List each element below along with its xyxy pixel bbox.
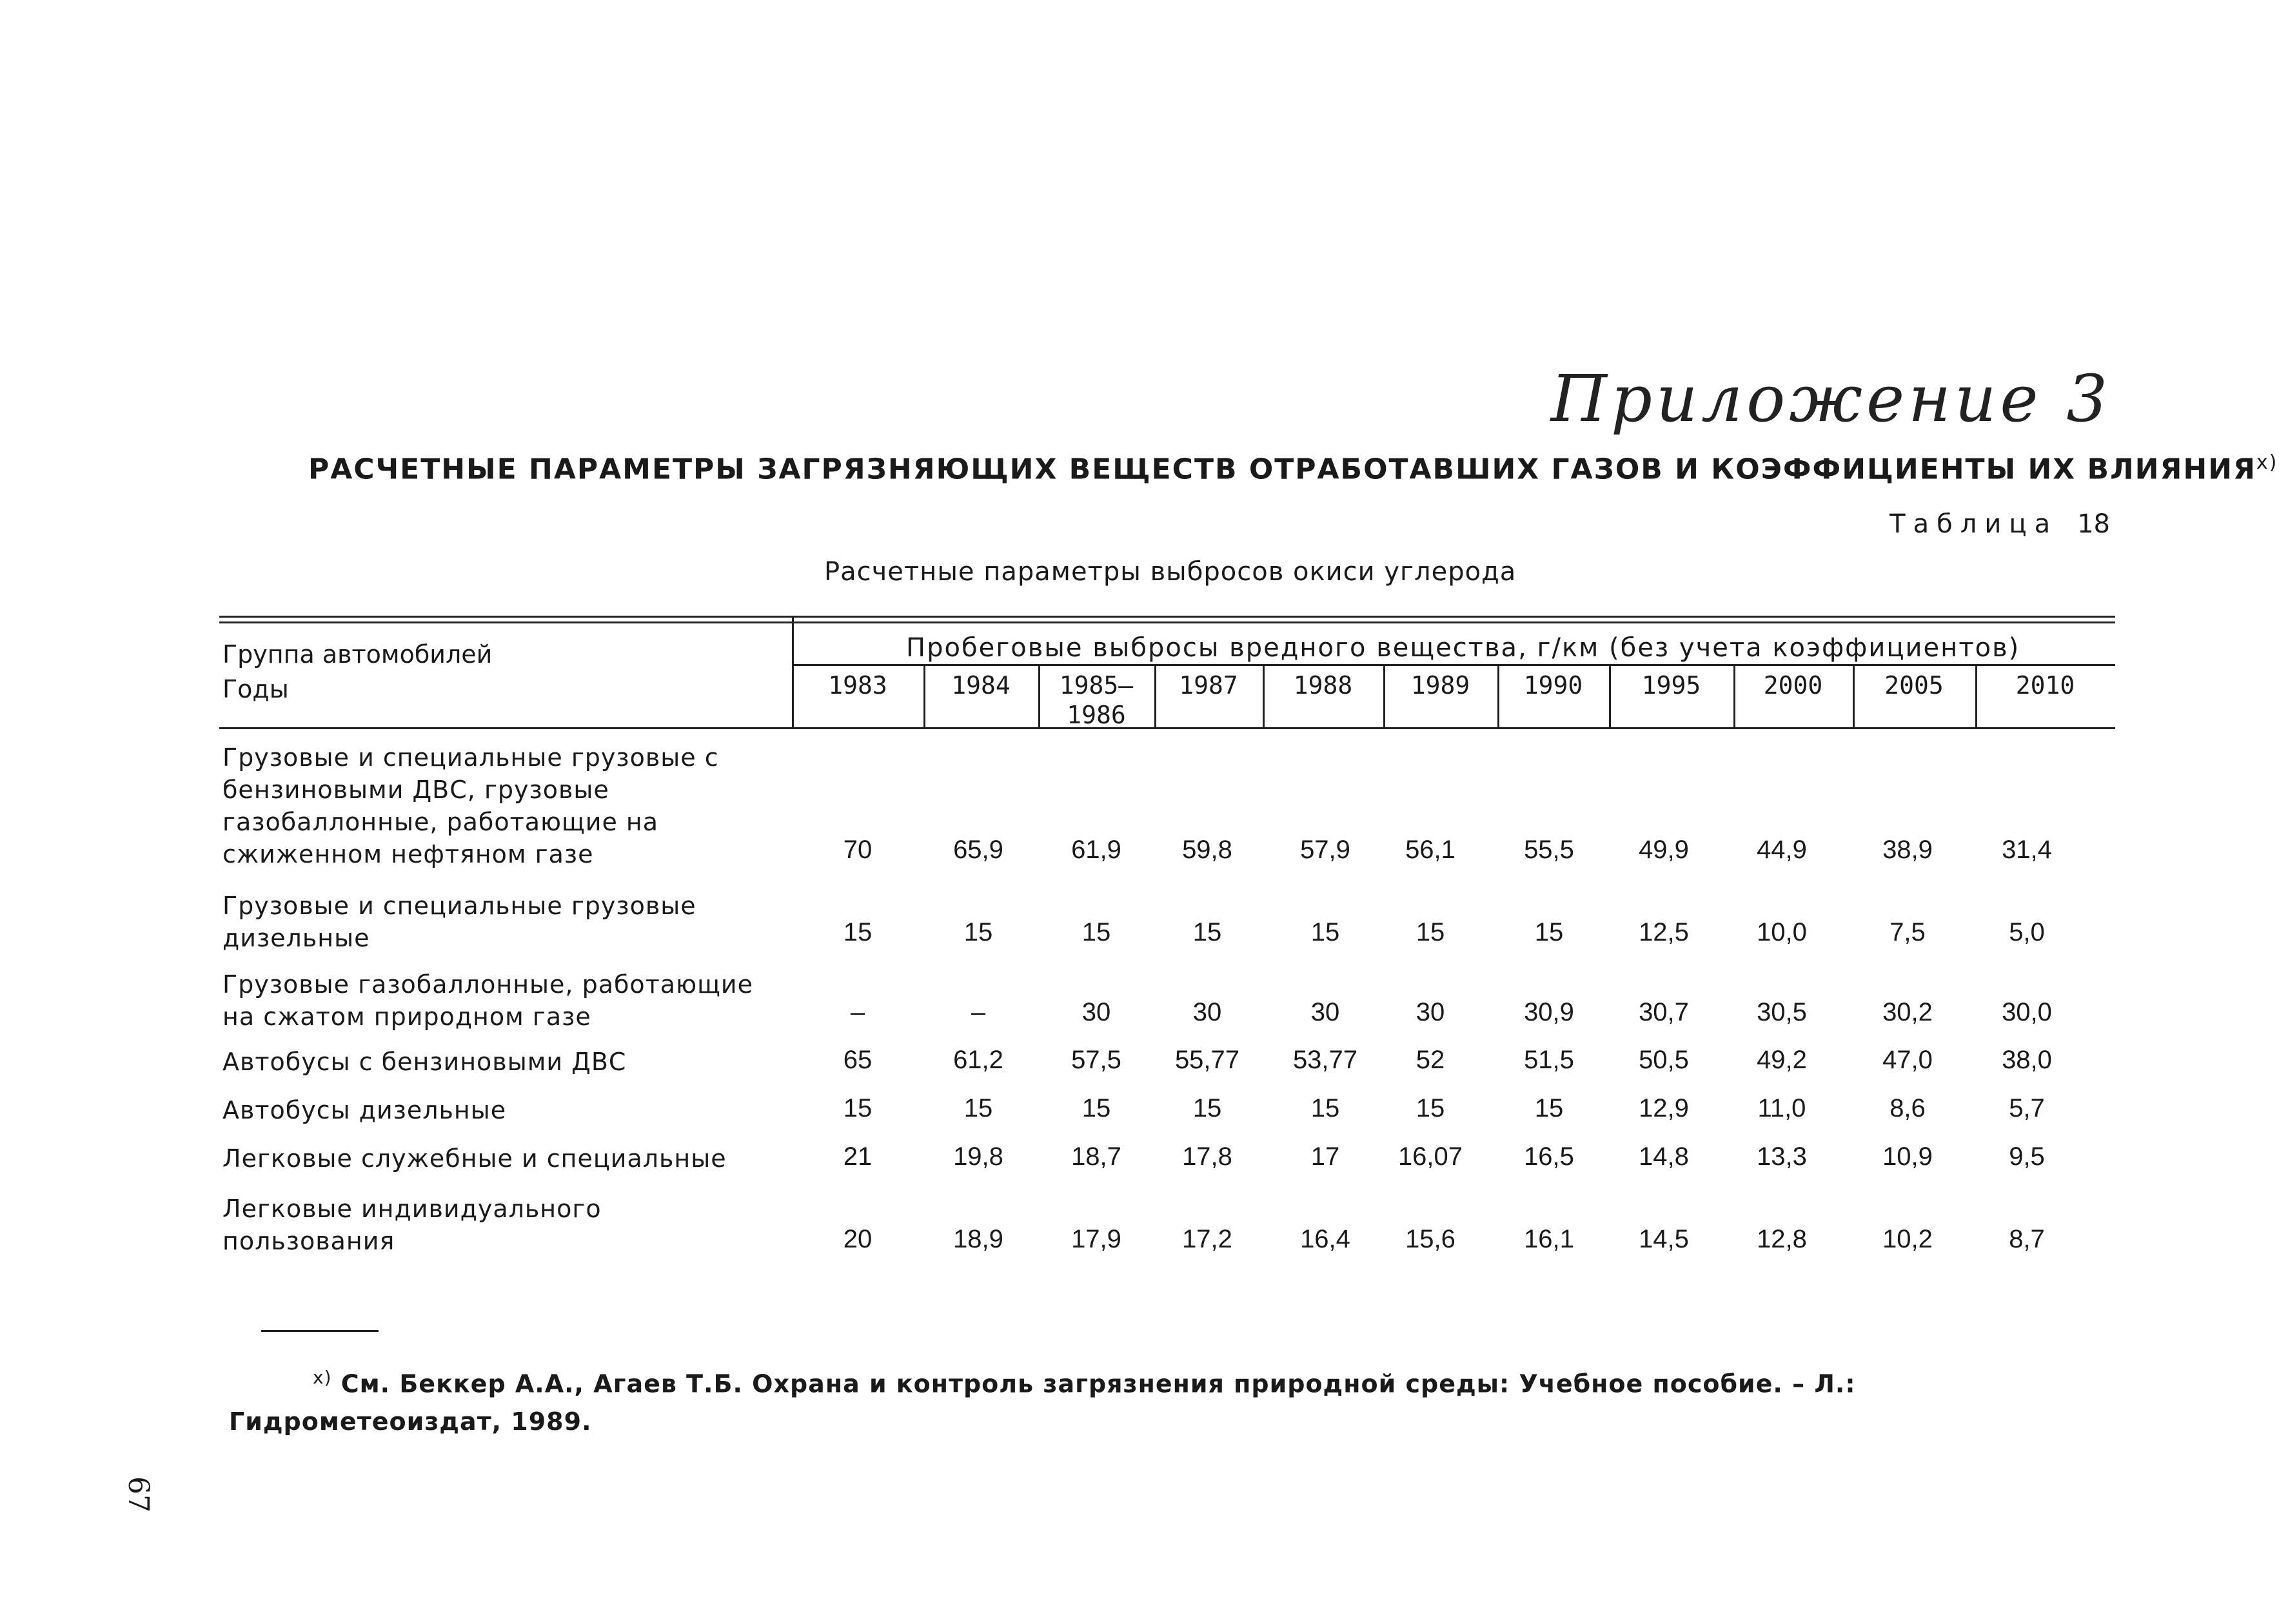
table-cell: 18,7: [1071, 1142, 1121, 1171]
table-cell: 10,2: [1882, 1225, 1933, 1253]
table-cell: 56,1: [1405, 836, 1455, 864]
year-header-cell: 2010: [2015, 671, 2075, 699]
document-title: [308, 451, 2278, 486]
table-cell: 30,5: [1757, 998, 1807, 1026]
row-header-group: Группа автомобилей: [222, 640, 493, 669]
table-cell: 57,5: [1071, 1046, 1121, 1074]
row-label: Грузовые и специальные грузовые с бензиновыми ДВС, грузовые газобаллонные, работающие на сжиженном нефтяном газе: [222, 743, 719, 868]
year-header-cell: 1995: [1641, 671, 1701, 699]
year-header-cell: 1984: [951, 671, 1011, 699]
table-cell: 15: [1310, 918, 1340, 946]
footnote: [229, 1359, 2099, 1440]
table-cell: 30: [1310, 998, 1340, 1026]
row-label: Грузовые газобаллонные, работающие на сжатом природном газе: [222, 970, 753, 1031]
table-cell: 15: [963, 918, 993, 946]
table-cell: 11,0: [1757, 1094, 1806, 1122]
table-cell: 9,5: [2009, 1142, 2045, 1171]
table-cell: 8,6: [1889, 1094, 1926, 1122]
year-header-cell: 1983: [828, 671, 887, 699]
row-label: Автобусы дизельные: [222, 1096, 507, 1124]
table-cell: 49,2: [1757, 1046, 1807, 1074]
footnote-text: См. Беккер А.А., Агаев Т.Б. Охрана и контроль загрязнения природной среды: Учебное пособие. – Л.: Гидрометеоиздат, 1989.: [229, 1369, 1856, 1436]
year-header-cell: 1990: [1523, 671, 1583, 699]
table-cell: 16,1: [1524, 1225, 1574, 1253]
table-cell: 61,9: [1071, 836, 1121, 864]
year-header-cell: 2000: [1763, 671, 1823, 699]
table-cell: 16,4: [1300, 1225, 1350, 1253]
row-label: Грузовые и специальные грузовые дизельные: [222, 892, 696, 952]
table-label-word: Таблица: [1889, 509, 2058, 539]
table-cell: 70: [843, 836, 873, 864]
table-top-rule-2: [219, 621, 2115, 623]
table-cell: 52: [1416, 1046, 1445, 1074]
row-label: Легковые индивидуального пользования: [222, 1195, 602, 1255]
table-cell: 49,9: [1639, 836, 1689, 864]
table-cell: 8,7: [2009, 1225, 2045, 1253]
table-cell: 44,9: [1757, 836, 1807, 864]
table-cell: 65,9: [953, 836, 1003, 864]
row-label: Легковые служебные и специальные: [222, 1144, 727, 1173]
table-cell: 17,8: [1182, 1142, 1232, 1171]
table-cell: 57,9: [1300, 836, 1350, 864]
table-caption: Расчетные параметры выбросов окиси углерода: [824, 557, 1517, 587]
row-header-labels: [222, 637, 492, 707]
table-cell: 38,9: [1882, 836, 1933, 864]
year-header-cell: 2005: [1884, 671, 1944, 699]
table-cell: 15,6: [1405, 1225, 1455, 1253]
table-cell: 10,9: [1882, 1142, 1933, 1171]
footnote-separator: [261, 1330, 379, 1332]
table-cell: 20: [843, 1225, 873, 1253]
table-cell: 15: [1416, 918, 1445, 946]
footnote-mark: x): [313, 1367, 332, 1388]
table-cell: 51,5: [1524, 1046, 1574, 1074]
table-cell: –: [850, 998, 865, 1026]
table-cell: 15: [1192, 1094, 1222, 1122]
appendix-heading: Приложение 3: [1550, 361, 2111, 436]
table-cell: 13,3: [1757, 1142, 1807, 1171]
table-cell: 47,0: [1882, 1046, 1933, 1074]
table-cell: 5,0: [2009, 918, 2045, 946]
table-cell: 15: [1534, 918, 1564, 946]
table-cell: 17: [1310, 1142, 1340, 1171]
row-label: Автобусы с бензиновыми ДВС: [222, 1048, 627, 1076]
table-cell: 30,9: [1524, 998, 1574, 1026]
table-cell: 30: [1192, 998, 1222, 1026]
table-cell: 12,8: [1757, 1225, 1807, 1253]
table-cell: 38,0: [2002, 1046, 2052, 1074]
table-cell: 15: [1081, 1094, 1111, 1122]
table-cell: 15: [963, 1094, 993, 1122]
document-title-text: РАСЧЕТНЫЕ ПАРАМЕТРЫ ЗАГРЯЗНЯЮЩИХ ВЕЩЕСТВ ОТРАБОТАВШИХ ГАЗОВ И КОЭФФИЦИЕНТЫ ИХ ВЛИЯНИЯ: [308, 453, 2256, 486]
title-footnote-mark: x): [2256, 451, 2278, 474]
table-cell: 17,2: [1182, 1225, 1232, 1253]
row-header-years: Годы: [222, 675, 289, 703]
table-label: [1889, 509, 2110, 539]
table-cell: 21: [843, 1142, 873, 1171]
table-cell: 15: [1081, 918, 1111, 946]
table-cell: 7,5: [1889, 918, 1926, 946]
table-cell: 30: [1416, 998, 1445, 1026]
table-cell: 12,9: [1639, 1094, 1689, 1122]
table-cell: 59,8: [1182, 836, 1232, 864]
table-cell: 55,5: [1524, 836, 1574, 864]
table-cell: 10,0: [1757, 918, 1807, 946]
table-cell: 15: [1310, 1094, 1340, 1122]
table-cell: 30,0: [2002, 998, 2052, 1026]
table-cell: 12,5: [1639, 918, 1689, 946]
table-cell: 61,2: [953, 1046, 1003, 1074]
table-cell: 14,8: [1639, 1142, 1689, 1171]
year-header-cell: 1988: [1293, 671, 1353, 699]
table-top-rule: [219, 616, 2115, 618]
header-bottom-rule: [219, 727, 2115, 729]
year-header-cell: 1985–​1986: [1059, 671, 1134, 729]
table-cell: 17,9: [1071, 1225, 1121, 1253]
table-cell: 65: [843, 1046, 873, 1074]
table-cell: 14,5: [1639, 1225, 1689, 1253]
year-header-cell: 1989: [1410, 671, 1470, 699]
table-cell: 18,9: [953, 1225, 1003, 1253]
table-cell: 31,4: [2002, 836, 2052, 864]
table-cell: 5,7: [2009, 1094, 2045, 1122]
table-cell: 15: [1534, 1094, 1564, 1122]
year-header-cell: 1987: [1179, 671, 1238, 699]
table-cell: –: [971, 998, 986, 1026]
table-cell: 15: [1416, 1094, 1445, 1122]
table-cell: 16,07: [1397, 1142, 1463, 1171]
table-cell: 19,8: [953, 1142, 1003, 1171]
table-cell: 15: [843, 1094, 873, 1122]
table-cell: 53,77: [1292, 1046, 1358, 1074]
table-cell: 15: [1192, 918, 1222, 946]
table-cell: 30: [1081, 998, 1111, 1026]
table-cell: 15: [843, 918, 873, 946]
table-cell: 30,7: [1639, 998, 1689, 1026]
table-cell: 50,5: [1639, 1046, 1689, 1074]
table-number: 18: [2077, 509, 2110, 539]
page-number: 67: [122, 1476, 155, 1512]
column-group-header: Пробеговые выбросы вредного вещества, г/км (без учета коэффициентов): [906, 633, 2020, 663]
group-header-rule: [793, 664, 2115, 666]
table-cell: 30,2: [1882, 998, 1933, 1026]
table-cell: 16,5: [1524, 1142, 1574, 1171]
table-cell: 55,77: [1174, 1046, 1240, 1074]
